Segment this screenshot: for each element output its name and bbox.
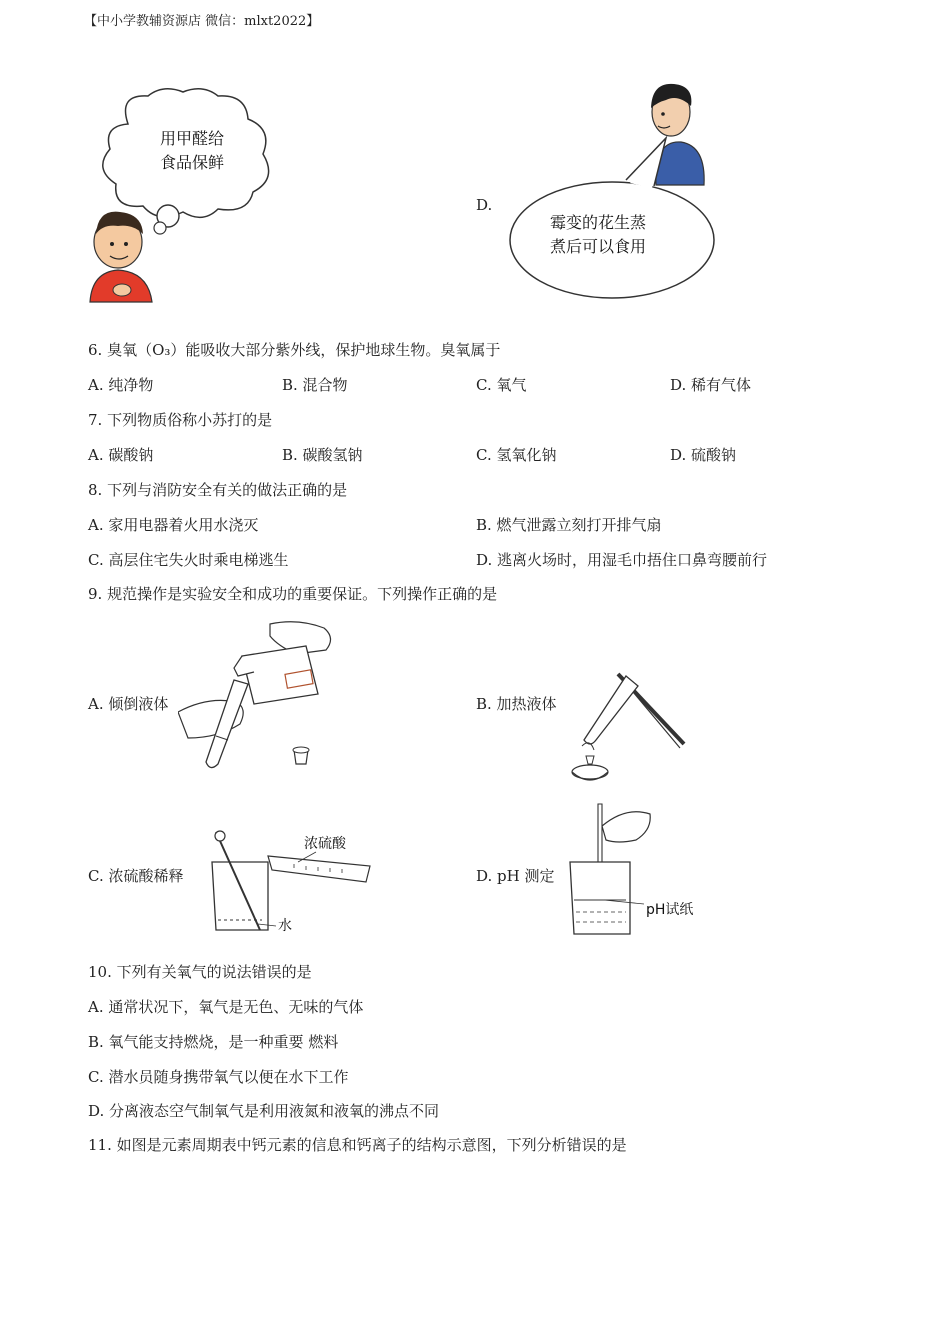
label-water: 水 — [278, 918, 292, 934]
illustration-boy-thinking-cloud — [88, 84, 288, 306]
q11-stem: 11. 如图是元素周期表中钙元素的信息和钙离子的结构示意图，下列分析错误的是 — [88, 1136, 627, 1154]
q9-option-c: C. 浓硫酸稀释 — [88, 867, 184, 885]
label-ph-paper: pH试纸 — [646, 902, 694, 918]
q9-option-d: D. pH 测定 — [476, 867, 555, 885]
q6-option-a: A. 纯净物 — [88, 376, 154, 394]
q5-option-d-label: D. — [476, 196, 493, 214]
q7-option-a: A. 碳酸钠 — [88, 446, 154, 464]
q10-option-b: B. 氧气能支持燃烧，是一种重要 燃料 — [88, 1033, 339, 1051]
q7-option-c: C. 氢氧化钠 — [476, 446, 557, 464]
q8-option-a: A. 家用电器着火用水浇灭 — [88, 516, 259, 534]
bubble-text-line-2: 煮后可以食用 — [550, 237, 647, 256]
q8-option-c: C. 高层住宅失火时乘电梯逃生 — [88, 551, 289, 569]
q9-option-b: B. 加热液体 — [476, 695, 557, 713]
diagram-heating-liquid — [568, 668, 690, 784]
page-header: 【中小学教辅资源店 微信：mlxt2022】 — [84, 14, 320, 29]
illustration-man-speech-bubble — [506, 80, 718, 302]
q6-option-b: B. 混合物 — [282, 376, 348, 394]
q6-option-d: D. 稀有气体 — [670, 376, 752, 394]
diagram-ph-test — [566, 800, 708, 940]
bubble-text-line-1: 霉变的花生蒸 — [550, 213, 647, 232]
q7-option-b: B. 碳酸氢钠 — [282, 446, 363, 464]
q8-stem: 8. 下列与消防安全有关的做法正确的是 — [88, 481, 348, 499]
cloud-text-line-2: 食品保鲜 — [160, 153, 225, 172]
label-concentrated-acid: 浓硫酸 — [304, 836, 346, 852]
q9-stem: 9. 规范操作是实验安全和成功的重要保证。下列操作正确的是 — [88, 585, 498, 603]
q9-option-a: A. 倾倒液体 — [88, 695, 169, 713]
q6-option-c: C. 氧气 — [476, 376, 527, 394]
q10-option-c: C. 潜水员随身携带氧气以便在水下工作 — [88, 1068, 349, 1086]
q10-stem: 10. 下列有关氧气的说法错误的是 — [88, 963, 312, 981]
cloud-text-line-1: 用甲醛给 — [160, 129, 225, 148]
q10-option-a: A. 通常状况下，氧气是无色、无味的气体 — [88, 998, 364, 1016]
q8-option-b: B. 燃气泄露立刻打开排气扇 — [476, 516, 662, 534]
q6-stem: 6. 臭氧（O₃）能吸收大部分紫外线，保护地球生物。臭氧属于 — [88, 341, 501, 359]
q7-option-d: D. 硫酸钠 — [670, 446, 737, 464]
q7-stem: 7. 下列物质俗称小苏打的是 — [88, 411, 273, 429]
q10-option-d: D. 分离液态空气制氧气是利用液氮和液氧的沸点不同 — [88, 1102, 440, 1120]
q8-option-d: D. 逃离火场时，用湿毛巾捂住口鼻弯腰前行 — [476, 551, 768, 569]
diagram-dilute-sulfuric-acid — [198, 826, 376, 938]
diagram-pouring-liquid — [178, 616, 340, 774]
